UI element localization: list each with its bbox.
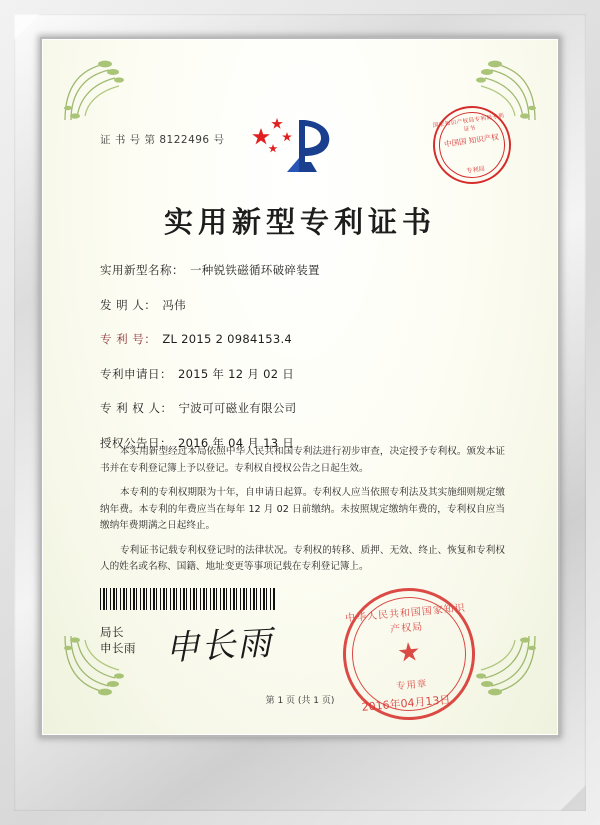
- seal-center-text: 中国国 知识产权: [443, 132, 500, 149]
- field-value: 宁波可可磁业有限公司: [178, 401, 297, 415]
- field-label: 专 利 号：: [100, 332, 157, 346]
- field-list: [43, 262, 557, 469]
- field-label: 实用新型名称：: [100, 263, 184, 277]
- field-value: 冯伟: [162, 297, 186, 312]
- field-label: 专 利 权 人：: [100, 401, 173, 415]
- field-inventor: [43, 297, 557, 313]
- page-footer: 第 1 页 (共 1 页): [265, 696, 335, 706]
- corner-ornament-icon: [61, 56, 147, 126]
- frame-corner-highlight-icon: [14, 14, 40, 40]
- signature-label-line2: 申长雨: [100, 641, 136, 655]
- page-title: 实用新型专利证书: [163, 205, 436, 239]
- stamp-arc-bottom-text: 专用章: [395, 678, 428, 693]
- field-value: 2016 年 04 月 13 日: [178, 435, 295, 450]
- star-icon: ★: [395, 635, 422, 668]
- seal-bottom-text: 专利局: [465, 165, 486, 176]
- field-value: ZL 2015 2 0984153.4: [162, 332, 293, 346]
- seal-arc-text: 国家知识产权局专利局专利证书: [432, 113, 505, 133]
- stamp-arc-top-text: 中华人民共和国国家知识产权局: [344, 602, 467, 636]
- stamp-date: 2016年04月13日: [361, 693, 451, 714]
- patent-office-seal-stamp: [428, 101, 516, 189]
- field-patent-number: [43, 331, 557, 347]
- paragraph: 专利证书记载专利权登记时的法律状况。专利权的转移、质押、无效、终止、恢复和专利权人的姓名或名称、国籍、地址变更等事项记载在专利登记簿上。: [100, 544, 505, 572]
- signature-label: [100, 624, 136, 656]
- field-label: 授权公告日：: [100, 435, 172, 450]
- field-label: 发 明 人：: [100, 297, 157, 312]
- certificate-page: [43, 40, 557, 734]
- barcode-icon: [100, 588, 275, 610]
- frame-corner-shadow-icon: [560, 785, 586, 811]
- certificate-number: 证 书 号 第 8122496 号: [100, 134, 225, 146]
- paragraph: 本实用新型经过本局依照中华人民共和国专利法进行初步审查，决定授予专利权。颁发本证书并在专利登记簿上予以登记。专利权自授权公告之日起生效。: [100, 446, 505, 474]
- handwritten-signature: 申长雨: [164, 623, 275, 669]
- signature-label-line1: 局长: [100, 625, 124, 639]
- field-label: 专利申请日：: [100, 366, 172, 381]
- patent-office-logo-icon: [225, 110, 375, 182]
- field-patentee: [43, 400, 557, 416]
- paragraph: 本专利的专利权期限为十年，自申请日起算。专利权人应当依照专利法及其实施细则规定缴纳年费。本专利的年费应当在每年 12 月 02 日前缴纳。未按照规定缴纳年费的，专利权自应当缴纳年费期满之日起终止。: [100, 487, 505, 531]
- field-value: 2015 年 12 月 02 日: [178, 366, 295, 381]
- field-invention-name: [43, 262, 557, 278]
- field-application-date: [43, 366, 557, 382]
- field-value: 一种锐铁磁循环破碎装置: [190, 263, 320, 277]
- legal-body-text: [100, 444, 505, 584]
